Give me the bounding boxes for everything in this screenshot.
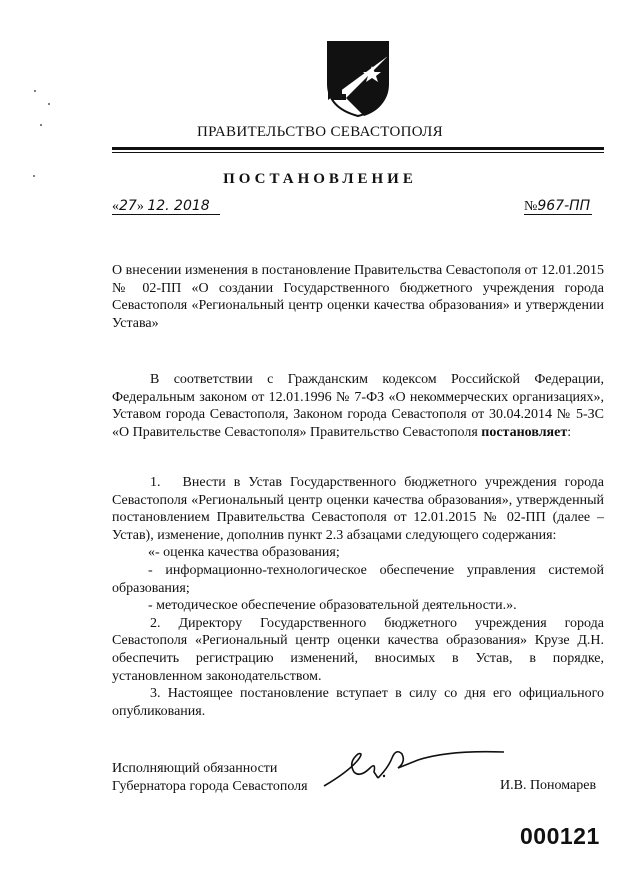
header-rule-thin (112, 152, 604, 153)
header-rule-thick (112, 147, 604, 150)
item-3: 3. Настоящее постановление вступает в силу со дня его официального опубликования. (112, 686, 604, 719)
number-underline (524, 214, 592, 215)
list-entry: - методическое обеспечение образовательной деятельности.». (148, 598, 517, 614)
signatory-title: Исполняющий обязанности Губернатора города Севастополя (112, 761, 308, 794)
decree-keyword: постановляет (481, 424, 568, 440)
document-date: «27» 12. 2018 (112, 198, 210, 214)
document-subject: О внесении изменения в постановление Правительства Севастополя от 12.01.2015 № 02-ПП «О создании Государственного бюджетного учреждения города Севастополя «Региональный центр оценки качества образования» и утверждении Устава» (112, 263, 604, 331)
serial-number: 000121 (520, 823, 600, 849)
handwritten-signature (318, 742, 508, 794)
preamble-paragraph: В соответствии с Гражданским кодексом Российской Федерации, Федеральным законом от 12.01.1996 № 7-ФЗ «О некоммерческих организациях», Уставом города Севастополя, Законом города Севастополя от 30.04.2014 № 5-ЗС «О Правительстве Севастополя» Правительство Севастополя постановляет: (112, 372, 604, 440)
date-day: 27 (119, 198, 137, 214)
signatory-name: И.В. Пономарев (500, 778, 597, 793)
scan-speck (48, 103, 50, 105)
list-entry: - информационно-технологическое обеспечение управления системой образования; (112, 562, 604, 596)
sevastopol-coat-of-arms-icon (324, 38, 392, 118)
item-1: 1. Внести в Устав Государственного бюджетного учреждения города Севастополя «Региональный центр оценки качества образования», утвержденный постановлением Правительства Севастополя от 12.01.2015 № 02-ПП (далее – Устав), изменение, дополнив пункт 2.3 абзацами следующего содержания: (112, 475, 604, 543)
resolution-items (112, 474, 604, 720)
item-2: 2. Директору Государственного бюджетного учреждения города Севастополя «Региональный центр оценки качества образования» Крузе Д.Н. обеспечить регистрацию изменений, вносимых в Устав, в порядке, установленном законодательством. (112, 615, 604, 684)
date-month-year: 12. 2018 (147, 198, 210, 214)
document-type-title: ПОСТАНОВЛЕНИЕ (223, 171, 417, 187)
document-number: №967-ПП (524, 198, 591, 214)
number-value: 967-ПП (537, 198, 591, 214)
list-entry: «- оценка качества образования; (148, 545, 340, 561)
scan-speck (34, 90, 36, 92)
date-underline (112, 214, 220, 215)
organization-name: ПРАВИТЕЛЬСТВО СЕВАСТОПОЛЯ (197, 124, 443, 140)
